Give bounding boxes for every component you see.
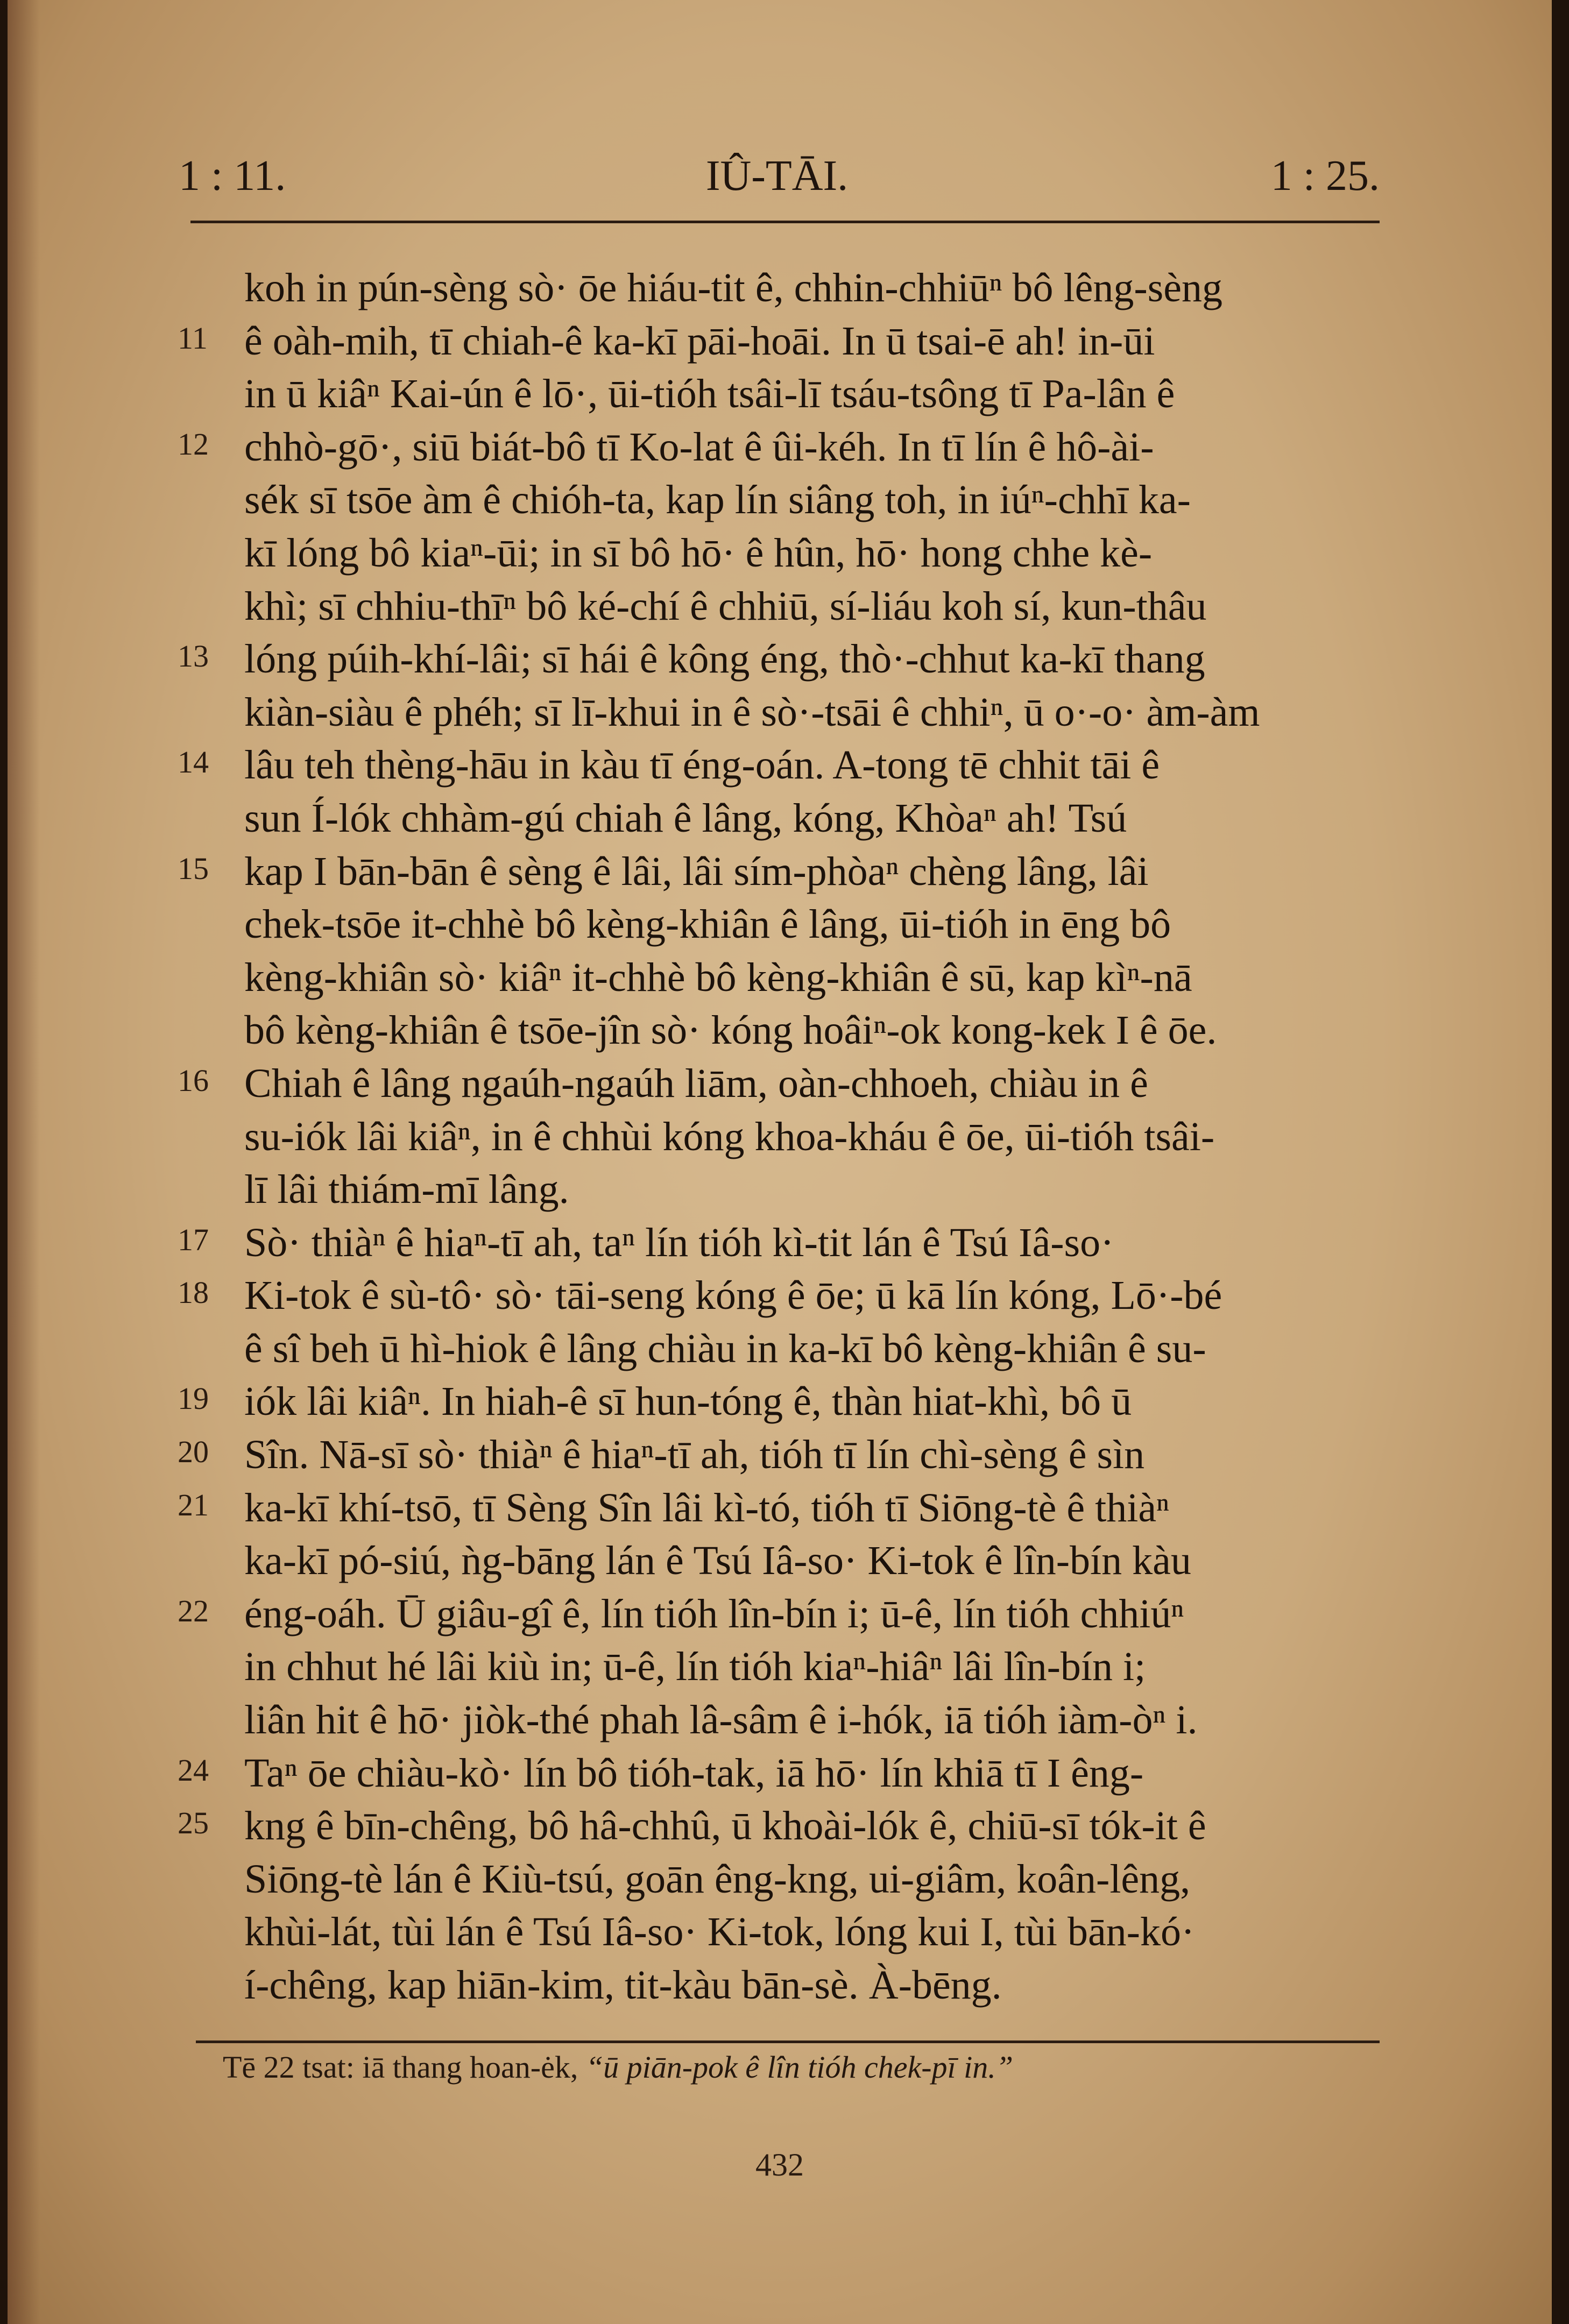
text-line [178,1484,1390,1537]
line-text: bô kèng-khiân ê tsōe-jîn sò· kóng hoâiⁿ-ok kong-kek I ê ōe. [244,1008,1217,1053]
text-line [178,741,1390,794]
line-text: khì; sī chhiu-thīⁿ bô ké-chí ê chhiū, sí-liáu koh sí, kun-thâu [244,583,1207,629]
line-text: Sîn. Nā-sī sò· thiàⁿ ê hiaⁿ-tī ah, tióh tī lín chì-sèng ê sìn [244,1432,1145,1478]
line-text: éng-oáh. Ū giâu-gî ê, lín tióh lîn-bín i; ū-ê, lín tióh chhiúⁿ [244,1591,1184,1636]
text-line [178,317,1390,370]
text-line [185,529,1390,582]
text-line [185,1324,1390,1378]
line-text: í-chêng, kap hiān-kim, tit-kàu bān-sè. À-bēng. [244,1962,1002,2008]
line-text: kī lóng bô kiaⁿ-ūi; in sī bô hō· ê hûn, hō· hong chhe kè- [244,530,1153,576]
verse-number: 17 [178,1222,209,1257]
line-text: Ki-tok ê sù-tô· sò· tāi-seng kóng ê ōe; ū kā lín kóng, Lō·-bé [244,1273,1222,1319]
text-line [185,1961,1390,2014]
verse-number: 24 [178,1752,209,1788]
text-line [185,370,1390,423]
line-text: ê sî beh ū hì-hiok ê lâng chiàu in ka-kī bô kèng-khiân ê su- [244,1326,1206,1371]
text-line [178,1271,1390,1324]
text-line [185,794,1390,847]
header-rule [190,221,1380,223]
header-verse-start: 1 : 11. [179,152,286,200]
line-text: in ū kiâⁿ Kai-ún ê lō·, ūi-tióh tsâi-lī tsáu-tsông tī Pa-lân ê [244,371,1175,417]
running-header [169,152,1385,211]
line-text: su-iók lâi kiâⁿ, in ê chhùi kóng khoa-kháu ê ōe, ūi-tióh tsâi- [244,1114,1215,1159]
text-line [178,1802,1390,1855]
verse-body [178,264,1390,2014]
verse-number: 14 [178,745,209,780]
text-line [185,1536,1390,1590]
line-text: lī lâi thiám-mī lâng. [244,1167,569,1213]
line-text: liân hit ê hō· jiòk-thé phah lâ-sâm ê i-hók, iā tióh iàm-òⁿ i. [244,1697,1198,1743]
text-line [178,423,1390,476]
line-text: sun Í-lók chhàm-gú chiah ê lâng, kóng, Khòaⁿ ah! Tsú [244,795,1127,841]
verse-number: 19 [178,1381,209,1416]
line-text: chhò-gō·, siū biát-bô tī Ko-lat ê ûi-kéh. In tī lín ê hô-ài- [244,424,1154,470]
line-text: chek-tsōe it-chhè bô kèng-khiân ê lâng, ūi-tióh in ēng bô [244,902,1171,947]
verse-number: 15 [178,851,209,886]
text-line [185,953,1390,1007]
text-line [185,1642,1390,1696]
line-text: kng ê bīn-chêng, bô hâ-chhû, ū khoài-lók ê, chiū-sī tók-it ê [244,1803,1206,1849]
verse-number: 25 [178,1805,209,1841]
text-line [178,1218,1390,1272]
verse-number: 21 [178,1487,209,1522]
text-line [178,1430,1390,1484]
verse-number: 11 [178,320,208,356]
line-text: Siōng-tè lán ê Kiù-tsú, goān êng-kng, ui-giâm, koân-lêng, [244,1856,1191,1902]
footnote-lead: Tē 22 tsat: iā thang hoan-ėk, [223,2050,586,2085]
line-text: in chhut hé lâi kiù in; ū-ê, lín tióh kiaⁿ-hiâⁿ lâi lîn-bín i; [244,1644,1146,1690]
line-text: lóng púih-khí-lâi; sī hái ê kông éng, thò·-chhut ka-kī thang [244,636,1205,682]
line-text: iók lâi kiâⁿ. In hiah-ê sī hun-tóng ê, thàn hiat-khì, bô ū [244,1379,1132,1425]
line-text: Chiah ê lâng ngaúh-ngaúh liām, oàn-chhoeh, chiàu in ê [244,1060,1148,1106]
line-text: koh in pún-sèng sò· ōe hiáu-tit ê, chhin-chhiūⁿ bô lêng-sèng [244,265,1222,310]
line-text: ka-kī khí-tsō, tī Sèng Sîn lâi kì-tó, tióh tī Siōng-tè ê thiàⁿ [244,1485,1170,1531]
line-text: kèng-khiân sò· kiâⁿ it-chhè bô kèng-khiân ê sū, kap kìⁿ-nā [244,954,1192,1000]
header-verse-end: 1 : 25. [1270,152,1380,200]
verse-number: 12 [178,426,209,462]
text-line [185,1855,1390,1908]
book-page [8,0,1552,2324]
text-line [178,847,1390,901]
footnote [223,2049,1013,2086]
text-line [185,1696,1390,1749]
text-line [185,900,1390,953]
line-text: ka-kī pó-siú, ǹg-bāng lán ê Tsú Iâ-so· Ki-tok ê lîn-bín kàu [244,1538,1191,1584]
line-text: lâu teh thèng-hāu in kàu tī éng-oán. A-tong tē chhit tāi ê [244,742,1160,788]
header-book-title: IÛ-TĀI. [705,152,849,200]
page-number: 432 [755,2147,804,2183]
text-line [185,582,1390,635]
verse-number: 22 [178,1593,209,1628]
verse-number: 20 [178,1434,209,1470]
text-line [185,1165,1390,1218]
text-line [185,1908,1390,1961]
text-line [185,1113,1390,1166]
verse-number: 16 [178,1062,209,1098]
verse-number: 18 [178,1275,209,1310]
line-text: sék sī tsōe àm ê chióh-ta, kap lín siâng toh, in iúⁿ-chhī ka- [244,477,1191,523]
footnote-rule [196,2040,1380,2043]
text-line [178,1059,1390,1113]
text-line [178,1377,1390,1430]
footnote-quote: “ū piān-pok ê lîn tióh chek-pī in.” [585,2050,1014,2085]
text-line [178,1749,1390,1802]
line-text: khùi-lát, tùi lán ê Tsú Iâ-so· Ki-tok, lóng kui I, tùi bān-kó· [244,1909,1195,1955]
line-text: Sò· thiàⁿ ê hiaⁿ-tī ah, taⁿ lín tióh kì-tit lán ê Tsú Iâ-so· [244,1220,1114,1265]
line-text: kap I bān-bān ê sèng ê lâi, lâi sím-phòaⁿ chèng lâng, lâi [244,848,1149,894]
line-text: Taⁿ ōe chiàu-kò· lín bô tióh-tak, iā hō· lín khiā tī I êng- [244,1750,1144,1796]
text-line [185,476,1390,529]
text-line [178,1590,1390,1643]
text-line [178,635,1390,688]
text-line [185,1006,1390,1059]
line-text: ê oàh-mih, tī chiah-ê ka-kī pāi-hoāi. In ū tsai-ē ah! in-ūi [244,318,1155,364]
text-line [185,688,1390,741]
verse-number: 13 [178,639,209,674]
text-line [185,264,1390,317]
line-text: kiàn-siàu ê phéh; sī lī-khui in ê sò·-tsāi ê chhiⁿ, ū o·-o· àm-àm [244,689,1260,735]
